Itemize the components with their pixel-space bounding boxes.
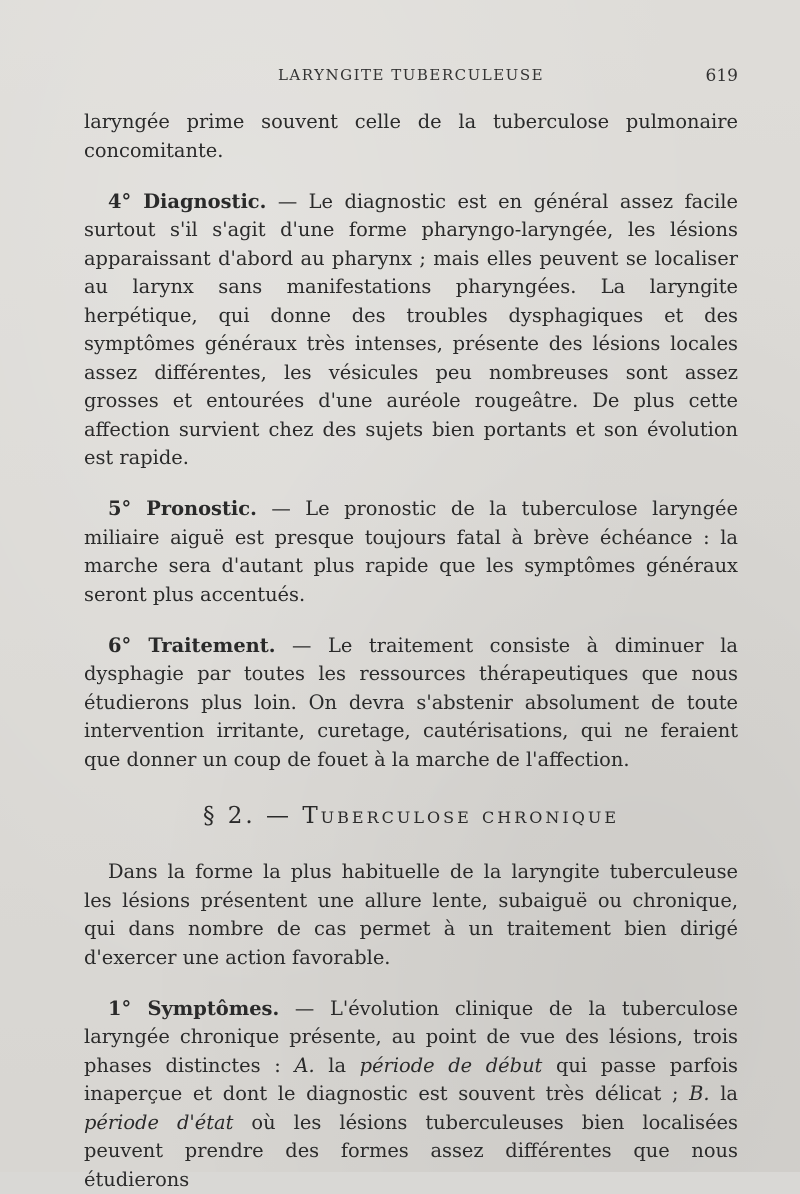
symptomes-text-d: la [710, 1082, 738, 1105]
paragraph-pronostic [84, 495, 738, 609]
diagnostic-text: — Le diagnostic est en général assez facile surtout s'il s'agit d'une forme pharyngo-laryngée, les lésions apparaissant d'abord au pharynx ; mais elles peuvent se localiser au larynx sans manifestations pharyngées. La laryngite herpétique, qui donne des troubles dysphagiques et des symptômes généraux très intenses, présente des lésions locales assez différentes, les vésicules peu nombreuses sont assez grosses et entourées d'une auréole rougeâtre. De plus cette affection survient chez des sujets bien portants et son évolution est rapide. [84, 190, 738, 470]
diagnostic-number: 4° [108, 190, 131, 213]
traitement-title: Traitement. [148, 634, 275, 657]
traitement-text: — Le traitement consiste à diminuer la dysphagie par toutes les ressources thérapeutiques que nous étudierons plus loin. On devra s'abstenir absolument de toute intervention irritante, curetage, cautérisations, qui ne feraient que donner un coup de fouet à la marche de l'affection. [84, 634, 738, 771]
pronostic-text: — Le pronostic de la tuberculose laryngée miliaire aiguë est presque toujours fatal à brève échéance : la marche sera d'autant plus rapide que les symptômes généraux seront plus accentués. [84, 497, 738, 606]
label-b: B. [689, 1082, 709, 1105]
paragraph-intro: laryngée prime souvent celle de la tuberculose pulmonaire concomitante. [84, 108, 738, 165]
pronostic-title: Pronostic. [146, 497, 257, 520]
symptomes-title: Symptômes. [147, 997, 279, 1020]
running-head [84, 66, 738, 92]
symptomes-text-b: la [315, 1054, 360, 1077]
page-number: 619 [706, 66, 738, 86]
symptomes-number: 1° [108, 997, 131, 1020]
paragraph-symptomes [84, 995, 738, 1194]
traitement-heading [108, 634, 275, 657]
periode-etat: période d'état [84, 1111, 233, 1134]
diagnostic-title: Diagnostic. [143, 190, 266, 213]
paragraph-chronique: Dans la forme la plus habituelle de la laryngite tuberculeuse les lésions présentent une allure lente, subaiguë ou chronique, qui dans nombre de cas permet à un traitement bien dirigé d'exercer une action favorable. [84, 858, 738, 972]
label-a: A. [294, 1054, 314, 1077]
symptomes-text-e: où les lésions tuberculeuses bien localisées peuvent prendre des formes assez différentes que nous étudierons [84, 1111, 738, 1191]
diagnostic-heading [108, 190, 266, 213]
symptomes-text-a: — L'évolution clinique de la tuberculose laryngée chronique présente, au point de vue des lésions, trois phases distinctes : [84, 997, 738, 1077]
section-title: § 2. — Tuberculose chronique [84, 798, 738, 834]
paragraph-traitement [84, 632, 738, 775]
body-text [84, 108, 738, 1194]
running-title: LARYNGITE TUBERCULEUSE [84, 66, 738, 84]
symptomes-heading [108, 997, 279, 1020]
paragraph-diagnostic [84, 188, 738, 473]
pronostic-number: 5° [108, 497, 131, 520]
pronostic-heading [108, 497, 257, 520]
periode-debut: période de début [360, 1054, 543, 1077]
symptomes-text-c: qui passe parfois inaperçue et dont le diagnostic est souvent très délicat ; [84, 1054, 738, 1106]
traitement-number: 6° [108, 634, 131, 657]
